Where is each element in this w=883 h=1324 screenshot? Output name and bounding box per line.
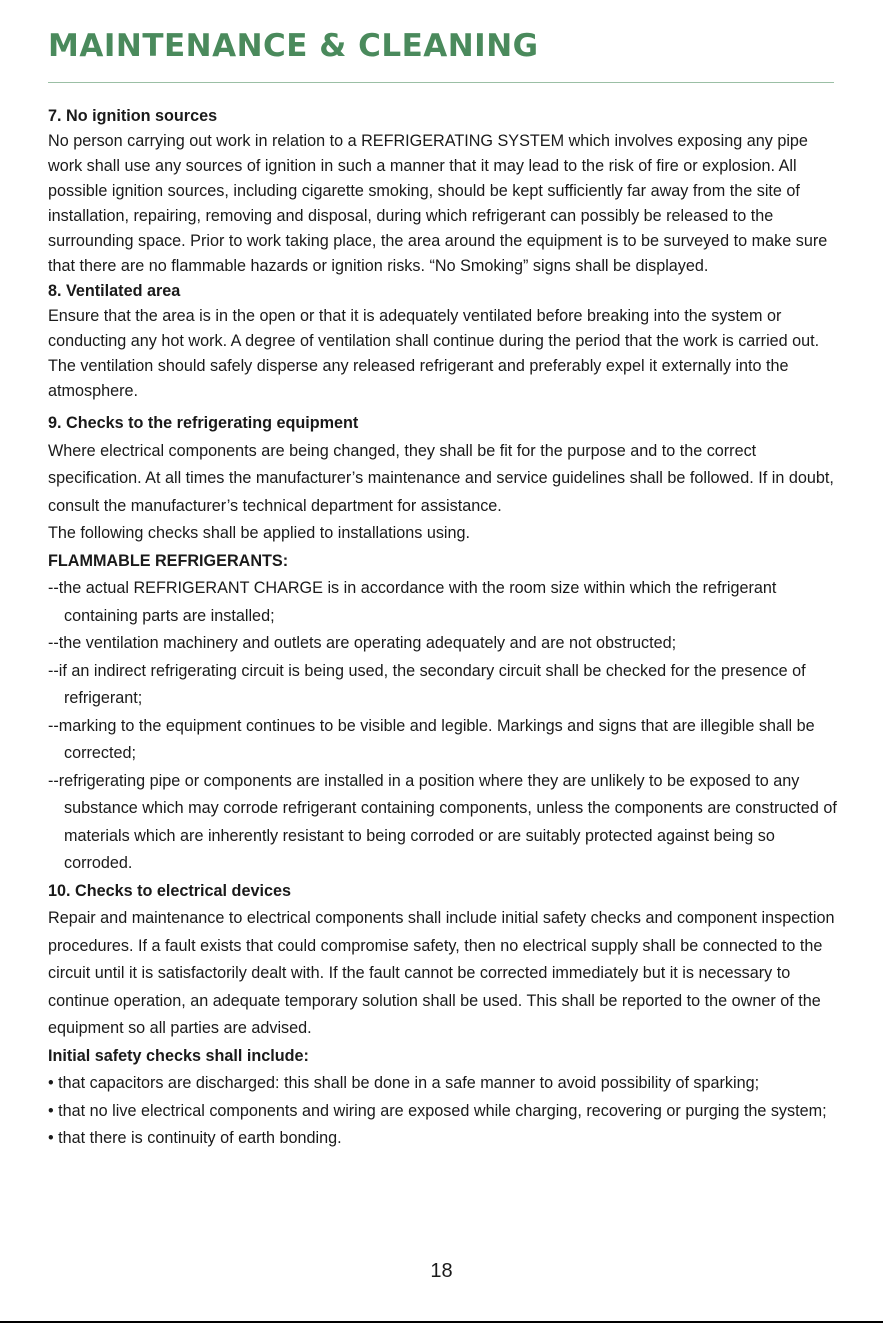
list-item: --refrigerating pipe or components are installed in a position where they are unlikely to be exposed to any substance which may corrode refrigerant containing components, unless the components are constructed of materials which are inherently resistant to being corroded or are suitably protected against being so corroded. <box>48 771 837 872</box>
list-item: • that capacitors are discharged: this shall be done in a safe manner to avoid possibility of sparking; <box>48 1074 760 1092</box>
page-title: MAINTENANCE & CLEANING <box>48 28 539 64</box>
section-paragraph: Repair and maintenance to electrical components shall include initial safety checks and component inspection procedures. If a fault exists that could compromise safety, then no electrical supply shall be connected to the circuit until it is satisfactorily dealt with. If the fault cannot be corrected immediately but it is necessary to continue operation, an adequate temporary solution shall be used. This shall be reported to the owner of the equipment so all parties are advised. <box>48 909 835 1037</box>
section-heading: 8. Ventilated area <box>48 282 181 300</box>
section-subheading: FLAMMABLE REFRIGERANTS: <box>48 551 289 570</box>
list-item: --the actual REFRIGERANT CHARGE is in accordance with the room size within which the refrigerant containing parts are installed; <box>48 579 777 625</box>
section-heading: 7. No ignition sources <box>48 107 218 125</box>
content-body <box>48 104 843 1153</box>
section-paragraph: Ensure that the area is in the open or that it is adequately ventilated before breaking into the system or conducting any hot work. A degree of ventilation shall continue during the period that the work is carried out. The ventilation should safely disperse any released refrigerant and preferably expel it externally into the atmosphere. <box>48 307 820 400</box>
section-paragraph: No person carrying out work in relation to a REFRIGERATING SYSTEM which involves exposing any pipe work shall use any sources of ignition in such a manner that it may lead to the risk of fire or explosion. All possible ignition sources, including cigarette smoking, should be kept sufficiently far away from the site of installation, repairing, removing and disposal, during which refrigerant can possibly be released to the surrounding space. Prior to work taking place, the area around the equipment is to be surveyed to make sure that there are no flammable hazards or ignition risks. “No Smoking” signs shall be displayed. <box>48 132 828 275</box>
section-7 <box>48 104 843 279</box>
list-item: --marking to the equipment continues to be visible and legible. Markings and signs that are illegible shall be corrected; <box>48 716 815 762</box>
list-item: --the ventilation machinery and outlets are operating adequately and are not obstructed; <box>48 634 677 652</box>
page-number: 18 <box>430 1260 453 1282</box>
section-paragraph: The following checks shall be applied to installations using. <box>48 524 471 542</box>
section-9 <box>48 410 843 878</box>
section-8 <box>48 279 843 404</box>
section-heading: 10. Checks to electrical devices <box>48 881 291 900</box>
list-item: --if an indirect refrigerating circuit is being used, the secondary circuit shall be checked for the presence of refrigerant; <box>48 661 806 707</box>
section-heading: 9. Checks to the refrigerating equipment <box>48 414 359 432</box>
list-item: • that there is continuity of earth bonding. <box>48 1129 342 1147</box>
section-subheading: Initial safety checks shall include: <box>48 1046 309 1065</box>
bottom-border <box>0 1321 883 1323</box>
title-divider <box>48 82 834 83</box>
section-10 <box>48 878 843 1153</box>
list-item: • that no live electrical components and wiring are exposed while charging, recovering or purging the system; <box>48 1101 827 1120</box>
section-paragraph: Where electrical components are being changed, they shall be fit for the purpose and to the correct specification. At all times the manufacturer’s maintenance and service guidelines shall be followed. If in doubt, consult the manufacturer’s technical department for assistance. <box>48 441 834 515</box>
